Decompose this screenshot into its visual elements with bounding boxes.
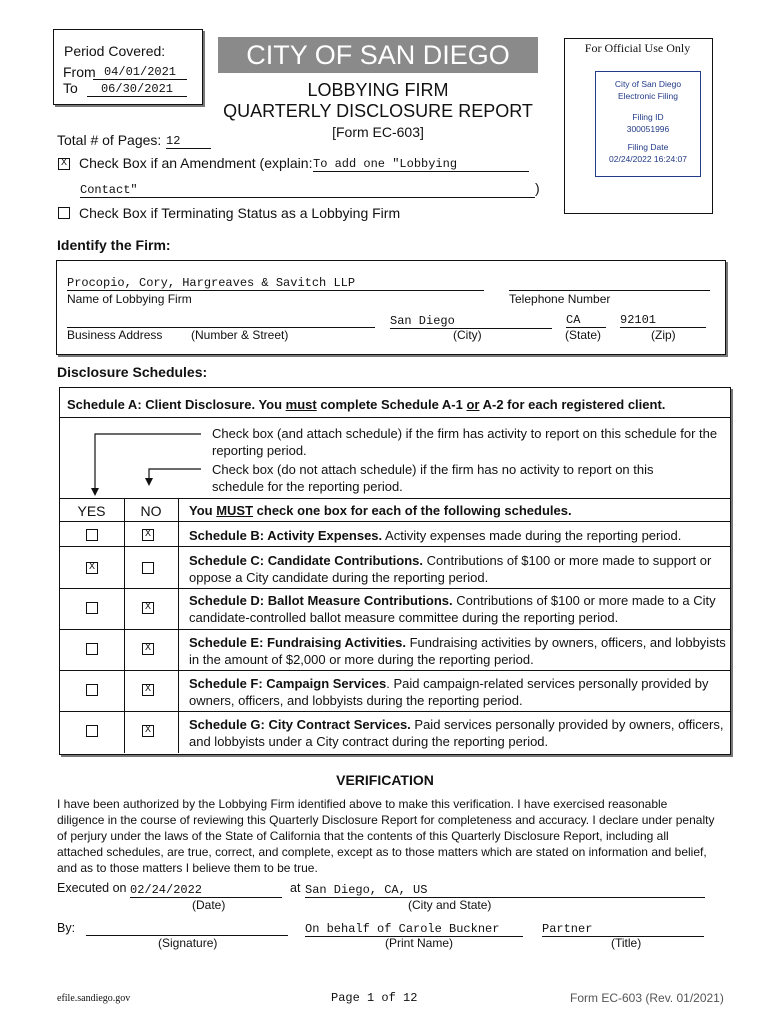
telephone-label: Telephone Number [509, 292, 611, 306]
table-header-line [59, 521, 730, 522]
date-label: (Date) [192, 898, 226, 912]
schedule-a-or: or [466, 397, 480, 412]
table-row-line [59, 588, 730, 589]
signature-line [86, 921, 288, 936]
city-banner [218, 37, 538, 73]
schedule-g-text [189, 716, 729, 750]
disclosure-heading: Disclosure Schedules: [57, 364, 208, 380]
state-label: (State) [565, 328, 602, 342]
schedule-e-text [189, 634, 729, 668]
footer-rev: Form EC-603 (Rev. 01/2021) [570, 991, 724, 1005]
signer-title: Partner [542, 922, 704, 937]
footer-site: efile.sandiego.gov [57, 993, 131, 1004]
print-name: On behalf of Carole Buckner [305, 922, 523, 937]
schedule-a-mid: complete Schedule A-1 [316, 397, 467, 412]
filing-id: 300051996 [626, 124, 670, 134]
schedule-a-must: must [285, 397, 317, 412]
report-title-1: LOBBYING FIRM [307, 80, 449, 100]
yes-no-arrows [85, 430, 205, 500]
schedule-c-text [189, 552, 729, 586]
filing-id-label: Filing ID [632, 112, 664, 122]
schedule-d-title: Schedule D: Ballot Measure Contributions. [189, 593, 453, 608]
stamp-line-2: Electronic Filing [618, 91, 678, 101]
amendment-explanation-1: To add one "Lobbying [313, 157, 529, 172]
no-note: Check box (do not attach schedule) if the firm has no activity to report on this schedule for the reporting period. [212, 462, 654, 494]
schedule-g-desc: Paid services personally provided by owners, officers, and lobbyists under a City contract during the reporting period. [189, 717, 724, 749]
schedule-d-desc: Contributions of $100 or more made to a City candidate-controlled ballot measure committee during the reporting period. [189, 593, 716, 625]
yes-note: Check box (and attach schedule) if the firm has activity to report on this schedule for the reporting period. [212, 426, 718, 458]
schedule-a-post: A-2 for each registered client. [479, 397, 666, 412]
schedule-d-yes-checkbox[interactable] [86, 602, 98, 614]
schedule-b-no-checkbox[interactable]: X [142, 529, 154, 541]
schedule-e-yes-checkbox[interactable] [86, 643, 98, 655]
schedule-e-title: Schedule E: Fundraising Activities. [189, 635, 406, 650]
telephone-line [509, 276, 710, 291]
schedule-c-yes-checkbox[interactable]: X [86, 562, 98, 574]
filing-stamp [595, 71, 701, 177]
schedule-b-title: Schedule B: Activity Expenses. [189, 528, 383, 543]
table-col-1 [124, 498, 125, 753]
official-use-heading: For Official Use Only [584, 41, 691, 55]
filing-date-label: Filing Date [627, 142, 669, 152]
schedule-b-yes-checkbox[interactable] [86, 529, 98, 541]
verification-heading: VERIFICATION [336, 772, 434, 788]
schedule-c-title: Schedule C: Candidate Contributions. [189, 553, 424, 568]
table-row-line [59, 670, 730, 671]
amendment-explanation-2: Contact" [80, 183, 535, 198]
firm-name: Procopio, Cory, Hargreaves & Savitch LLP [67, 276, 484, 291]
at-label: at [290, 881, 301, 895]
schedule-a-pre: Schedule A: Client Disclosure. You [67, 397, 286, 412]
amendment-close: ) [535, 180, 540, 196]
firm-state: CA [566, 313, 606, 328]
executed-date: 02/24/2022 [130, 883, 282, 898]
schedule-a-divider [59, 417, 730, 418]
firm-city: San Diego [390, 314, 552, 329]
schedule-f-desc: . Paid campaign-related services personally provided by owners, officers, and lobbyists during the reporting period. [189, 676, 709, 708]
table-row-line [59, 629, 730, 630]
to-label: To [63, 80, 78, 96]
executed-label: Executed on [57, 881, 127, 895]
must-pre: You [189, 503, 217, 518]
schedule-d-no-checkbox[interactable]: X [142, 602, 154, 614]
schedule-g-no-checkbox[interactable]: X [142, 725, 154, 737]
signature-label: (Signature) [158, 936, 218, 950]
must-instruction [189, 503, 572, 518]
table-row-line [59, 711, 730, 712]
schedule-f-yes-checkbox[interactable] [86, 684, 98, 696]
city-title: CITY OF SAN DIEGO [246, 40, 510, 70]
schedule-c-no-checkbox[interactable] [142, 562, 154, 574]
identify-heading: Identify the Firm: [57, 237, 171, 253]
amendment-label: Check Box if an Amendment (explain: [79, 155, 313, 171]
schedule-g-title: Schedule G: City Contract Services. [189, 717, 411, 732]
schedule-f-text [189, 675, 729, 709]
firm-zip: 92101 [620, 313, 706, 328]
yes-header: YES [77, 503, 106, 519]
title-label: (Title) [611, 936, 642, 950]
to-date: 06/30/2021 [87, 82, 187, 97]
filing-date: 02/24/2022 16:24:07 [609, 154, 687, 164]
table-top-line [59, 498, 730, 499]
schedule-a-text [67, 397, 665, 412]
table-col-2 [178, 498, 179, 753]
from-label: From [63, 64, 96, 80]
no-header: NO [140, 503, 162, 519]
city-label: (City) [453, 328, 482, 342]
zip-label: (Zip) [651, 328, 676, 342]
report-title-2: QUARTERLY DISCLOSURE REPORT [223, 101, 533, 121]
schedule-d-text [189, 592, 729, 626]
schedule-b-text [189, 527, 729, 544]
by-label: By: [57, 921, 76, 935]
executed-place: San Diego, CA, US [305, 883, 705, 898]
address-label: Business Address [67, 328, 163, 342]
schedule-e-no-checkbox[interactable]: X [142, 643, 154, 655]
address-line [67, 313, 375, 328]
schedule-e-desc: Fundraising activities by owners, officers, and lobbyists in the amount of $2,000 or more during the reporting period. [189, 635, 726, 667]
schedule-g-yes-checkbox[interactable] [86, 725, 98, 737]
amendment-checkbox[interactable]: X [58, 158, 70, 170]
street-label: (Number & Street) [191, 328, 289, 342]
schedule-b-desc: Activity expenses made during the reporting period. [382, 528, 682, 543]
place-label: (City and State) [408, 898, 492, 912]
terminating-checkbox[interactable] [58, 207, 70, 219]
total-pages-label: Total # of Pages: [57, 132, 162, 148]
footer-page: Page 1 of 12 [331, 991, 418, 1005]
firm-name-label: Name of Lobbying Firm [67, 292, 192, 306]
terminating-label: Check Box if Terminating Status as a Lobbying Firm [79, 205, 401, 221]
stamp-line-1: City of San Diego [614, 79, 682, 89]
print-name-label: (Print Name) [385, 936, 454, 950]
form-number: [Form EC-603] [332, 124, 424, 140]
schedule-f-no-checkbox[interactable]: X [142, 684, 154, 696]
from-date: 04/01/2021 [93, 65, 187, 80]
schedule-c-desc: Contributions of $100 or more made to support or oppose a City candidate during the reporting period. [189, 553, 712, 585]
verification-text: I have been authorized by the Lobbying Firm identified above to make this verification. I have exercised reasonable diligence in the course of reviewing this Quarterly Disclosure Report for completeness and accuracy. I declare under penalty of perjury under the laws of the State of California that the contents of this Quarterly Disclosure Report, including all attached schedules, are true, correct, and complete, except as to those matters which are stated on information and belief, and as to those matters I believe them to be true. [57, 797, 715, 875]
schedule-f-title: Schedule F: Campaign Services [189, 676, 387, 691]
table-row-line [59, 546, 730, 547]
must-word: MUST [216, 503, 254, 518]
must-post: check one box for each of the following schedules. [253, 503, 572, 518]
total-pages-value: 12 [166, 134, 211, 149]
period-label: Period Covered: [64, 43, 166, 59]
